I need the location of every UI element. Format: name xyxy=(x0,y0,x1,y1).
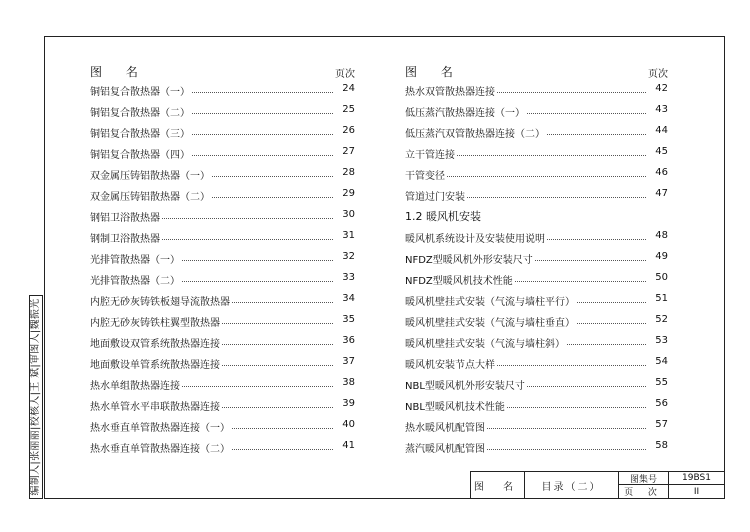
toc-entry-title: 光排管散热器（一） xyxy=(90,251,182,266)
toc-entry-page: 28 xyxy=(335,167,355,178)
toc-entry-page: 34 xyxy=(335,293,355,304)
toc-entry-title: 地面敷设单管系统散热器连接 xyxy=(90,356,222,371)
toc-entry xyxy=(90,166,355,182)
toc-entry-title: NFDZ型暖风机外形安装尺寸 xyxy=(405,251,535,266)
toc-entry-page: 56 xyxy=(648,398,668,409)
toc-entry-title: 暖风机壁挂式安装（气流与墙柱垂直） xyxy=(405,314,577,329)
toc-section-heading xyxy=(405,208,668,224)
toc-section-title: 1.2 暖风机安装 xyxy=(405,210,481,223)
toc-entry-title: 暖风机安装节点大样 xyxy=(405,356,497,371)
toc-entry xyxy=(405,229,668,245)
toc-right-column xyxy=(405,0,668,532)
toc-entry-title: 热水双管散热器连接 xyxy=(405,83,497,98)
title-block xyxy=(470,471,724,498)
toc-entry xyxy=(405,418,668,434)
toc-entry-title: 热水垂直单管散热器连接（一） xyxy=(90,419,232,434)
toc-entry-title: 热水垂直单管散热器连接（二） xyxy=(90,440,232,455)
toc-entry-title: 钢制卫浴散热器 xyxy=(90,230,162,245)
toc-entry-title: 铜铝复合散热器（二） xyxy=(90,104,192,119)
toc-entry xyxy=(405,82,668,98)
signature-strip-text: 编制人|张丽丽|校核人|王 斌|审图人|魏振光 xyxy=(30,298,41,496)
toc-entry-page: 54 xyxy=(648,356,668,367)
toc-left-header-page: 页次 xyxy=(335,69,355,80)
toc-entry xyxy=(90,187,355,203)
toc-entry xyxy=(90,229,355,245)
toc-entry-page: 31 xyxy=(335,230,355,241)
toc-entry-page: 57 xyxy=(648,419,668,430)
toc-entry xyxy=(90,208,355,224)
toc-entry-title: 低压蒸汽散热器连接（一） xyxy=(405,104,527,119)
toc-entry-title: 暖风机壁挂式安装（气流与墙柱斜） xyxy=(405,335,567,350)
toc-entry xyxy=(405,292,668,308)
toc-entry xyxy=(90,145,355,161)
toc-entry xyxy=(405,250,668,266)
toc-entry-title: 内腔无砂灰铸铁柱翼型散热器 xyxy=(90,314,222,329)
toc-entry xyxy=(90,313,355,329)
title-block-atlas-no: 19BS1 xyxy=(669,472,724,485)
toc-entry-page: 43 xyxy=(648,104,668,115)
toc-entry-title: NBL型暖风机技术性能 xyxy=(405,398,507,413)
toc-entry-page: 47 xyxy=(648,188,668,199)
toc-entry xyxy=(90,376,355,392)
toc-entry xyxy=(90,250,355,266)
toc-entry-title: 光排管散热器（二） xyxy=(90,272,182,287)
toc-entry xyxy=(90,439,355,455)
toc-entry-page: 46 xyxy=(648,167,668,178)
toc-entry xyxy=(405,334,668,350)
toc-left-header-name: 图 名 xyxy=(90,65,148,79)
toc-entry-page: 39 xyxy=(335,398,355,409)
toc-entry-page: 27 xyxy=(335,146,355,157)
toc-left-header xyxy=(90,63,355,79)
title-block-title: 目录（二） xyxy=(525,472,619,498)
toc-entry-title: 双金属压铸铝散热器（二） xyxy=(90,188,212,203)
toc-entry xyxy=(90,82,355,98)
toc-entry-page: 58 xyxy=(648,440,668,451)
toc-entry xyxy=(405,313,668,329)
toc-entry-title: 地面敷设双管系统散热器连接 xyxy=(90,335,222,350)
toc-entry-page: 29 xyxy=(335,188,355,199)
toc-entry xyxy=(90,334,355,350)
toc-entry-page: 26 xyxy=(335,125,355,136)
toc-entry xyxy=(405,103,668,119)
toc-entry-title: 内腔无砂灰铸铁板翅导流散热器 xyxy=(90,293,232,308)
toc-entry-page: 50 xyxy=(648,272,668,283)
toc-entry-page: 55 xyxy=(648,377,668,388)
toc-entry-title: 铜铝复合散热器（三） xyxy=(90,125,192,140)
title-block-page-no: II xyxy=(693,486,700,497)
toc-entry-title: 热水单组散热器连接 xyxy=(90,377,182,392)
title-block-page-label: 页 次 xyxy=(619,485,669,498)
toc-entry-page: 40 xyxy=(335,419,355,430)
toc-entry xyxy=(405,187,668,203)
toc-entry xyxy=(405,166,668,182)
toc-entry xyxy=(90,397,355,413)
toc-entry xyxy=(90,355,355,371)
toc-entry-title: 铜铝复合散热器（一） xyxy=(90,83,192,98)
toc-entry-page: 53 xyxy=(648,335,668,346)
toc-entry-page: 33 xyxy=(335,272,355,283)
toc-entry xyxy=(90,124,355,140)
toc-right-header xyxy=(405,63,668,79)
toc-entry-page: 41 xyxy=(335,440,355,451)
toc-entry-title: 热水暖风机配管图 xyxy=(405,419,487,434)
toc-entry xyxy=(90,103,355,119)
toc-entry-page: 44 xyxy=(648,125,668,136)
toc-entry-page: 48 xyxy=(648,230,668,241)
toc-entry-title: 暖风机壁挂式安装（气流与墙柱平行） xyxy=(405,293,577,308)
toc-entry-title: 干管变径 xyxy=(405,167,447,182)
toc-entry-page: 52 xyxy=(648,314,668,325)
toc-entry-title: 热水单管水平串联散热器连接 xyxy=(90,398,222,413)
toc-entry-page: 30 xyxy=(335,209,355,220)
toc-entry xyxy=(405,271,668,287)
toc-entry-page: 32 xyxy=(335,251,355,262)
toc-entry-title: 立干管连接 xyxy=(405,146,457,161)
toc-entry xyxy=(90,292,355,308)
toc-entry-title: 管道过门安装 xyxy=(405,188,467,203)
toc-entry xyxy=(405,376,668,392)
toc-left-column xyxy=(90,0,355,532)
toc-entry-page: 38 xyxy=(335,377,355,388)
toc-entry xyxy=(405,145,668,161)
toc-entry xyxy=(405,397,668,413)
toc-entry-title: 蒸汽暖风机配管图 xyxy=(405,440,487,455)
toc-entry xyxy=(90,418,355,434)
toc-entry-title: 双金属压铸铝散热器（一） xyxy=(90,167,212,182)
toc-entry-title: 铜铝复合散热器（四） xyxy=(90,146,192,161)
toc-entry xyxy=(90,271,355,287)
toc-entry-page: 24 xyxy=(335,83,355,94)
toc-entry-title: 低压蒸汽双管散热器连接（二） xyxy=(405,125,547,140)
toc-entry-page: 49 xyxy=(648,251,668,262)
toc-entry-title: 暖风机系统设计及安装使用说明 xyxy=(405,230,547,245)
toc-entry-title: 钢铝卫浴散热器 xyxy=(90,209,162,224)
title-block-atlas-label: 图集号 xyxy=(619,472,669,485)
toc-entry xyxy=(405,355,668,371)
toc-right-header-page: 页次 xyxy=(648,69,668,80)
signature-strip xyxy=(29,295,43,499)
toc-entry-page: 35 xyxy=(335,314,355,325)
toc-entry xyxy=(405,439,668,455)
title-block-name-label: 图 名 xyxy=(471,472,525,498)
toc-entry-title: NBL型暖风机外形安装尺寸 xyxy=(405,377,527,392)
toc-entry-page: 25 xyxy=(335,104,355,115)
toc-entry-page: 36 xyxy=(335,335,355,346)
toc-right-header-name: 图 名 xyxy=(405,65,463,79)
toc-entry-page: 37 xyxy=(335,356,355,367)
toc-entry-page: 45 xyxy=(648,146,668,157)
toc-entry-page: 42 xyxy=(648,83,668,94)
toc-entry-page: 51 xyxy=(648,293,668,304)
toc-entry xyxy=(405,124,668,140)
toc-entry-title: NFDZ型暖风机技术性能 xyxy=(405,272,515,287)
